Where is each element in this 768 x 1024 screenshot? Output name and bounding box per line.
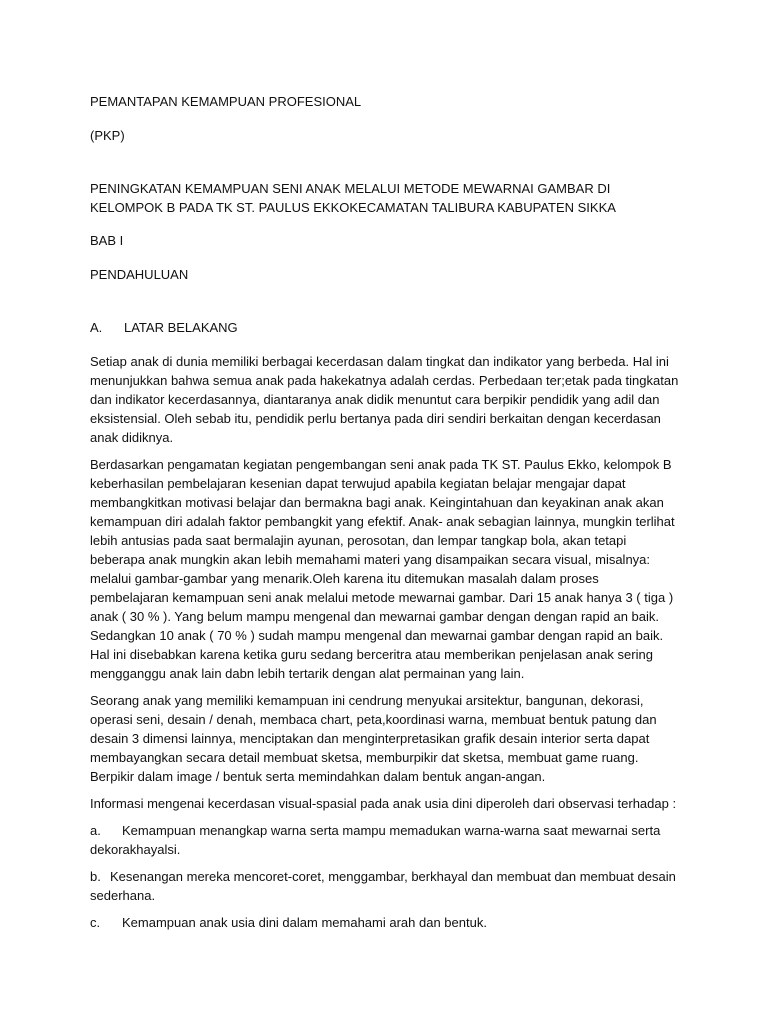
section-title: LATAR BELAKANG [124,320,238,335]
list-item-marker: a. [90,823,101,838]
list-item-text: Kesenangan mereka mencoret-coret, menggambar, berkhayal dan membuat dan membuat desain sederhana. [90,869,676,903]
paragraph: Setiap anak di dunia memiliki berbagai kecerdasan dalam tingkat dan indikator yang berbeda. Hal ini menunjukkan bahwa semua anak pada hakekatnya adalah cerdas. Perbedaan ter;etak pada tingkatan dan indikator kecerdasannya, diantaranya anak didik menuntut cara berpikir pendidik yang adil dan eksistensial. Oleh sebab itu, pendidik perlu bertanya pada diri sendiri berkaitan dengan kecerdasan anak didiknya. [90,354,679,445]
list-item-marker: b. [90,869,101,884]
paragraph: Berdasarkan pengamatan kegiatan pengembangan seni anak pada TK ST. Paulus Ekko, kelompok B keberhasilan pembelajaran kesenian dapat terwujud apabila kegiatan belajar mengajar dapat membangkitkan motivasi belajar dan bermakna bagi anak. Keingintahuan dan keyakinan anak akan kemampuan diri adalah faktor pembangkit yang efektif. Anak- anak sebagian lainnya, mungkin terlihat lebih antusias pada saat bermalajin ayunan, perosotan, dan lempar tangkap bola, akan tetapi beberapa anak mungkin akan lebih memahami materi yang disampaikan secara visual, misalnya: melalui gambar-gambar yang menarik.Oleh karena itu ditemukan masalah dalam proses pembelajaran kemampuan seni anak melalui metode mewarnai gambar. Dari 15 anak hanya 3 ( tiga ) anak ( 30 % ). Yang belum mampu mengenal dan mewarnai gambar dengan dengan rapid an baik. Sedangkan 10 anak ( 70 % ) sudah mampu mengenal dan mewarnai gambar dengan rapid an baik. Hal ini disebabkan karena ketika guru sedang berceritra atau memberikan penjelasan anak sering mengganggu anak lain dabn lebih tertarik dengan alat permainan yang lain. [90,457,675,681]
paragraph: Seorang anak yang memiliki kemampuan ini cendrung menyukai arsitektur, bangunan, dekorasi, operasi seni, desain / denah, membaca chart, peta,koordinasi warna, membuat bentuk patung dan desain 3 dimensi lainnya, menciptakan dan menginterpretasikan grafik desain interior serta dapat membayangkan secara detail membuat sketsa, memburpikir dat sketsa, membuat game ruang. Berpikir dalam image / bentuk serta memindahkan dalam bentuk angan-angan. [90,693,657,784]
document-title: PEMANTAPAN KEMAMPUAN PROFESIONAL [90,94,362,109]
list-item [90,913,680,932]
list-item-marker: c. [90,915,101,930]
list-item [90,821,680,859]
list-item-text: Kemampuan anak usia dini dalam memahami arah dan bentuk. [122,915,487,930]
list-item [90,867,680,905]
list-item-text: Kemampuan menangkap warna serta mampu memadukan warna-warna saat mewarnai serta dekorakhayalsi. [90,823,661,857]
document-body [90,92,680,940]
section-number: A. [90,320,103,335]
document-abbreviation: (PKP) [90,128,125,143]
chapter-title: PENDAHULUAN [90,267,189,282]
paragraph: Informasi mengenai kecerdasan visual-spasial pada anak usia dini diperoleh dari observasi terhadap : [90,796,677,811]
research-title: PENINGKATAN KEMAMPUAN SENI ANAK MELALUI METODE MEWARNAI GAMBAR DI KELOMPOK B PADA TK ST. PAULUS EKKOKECAMATAN TALIBURA KABUPATEN SIKKA [90,181,616,215]
section-heading [90,318,680,337]
chapter-number: BAB I [90,233,124,248]
